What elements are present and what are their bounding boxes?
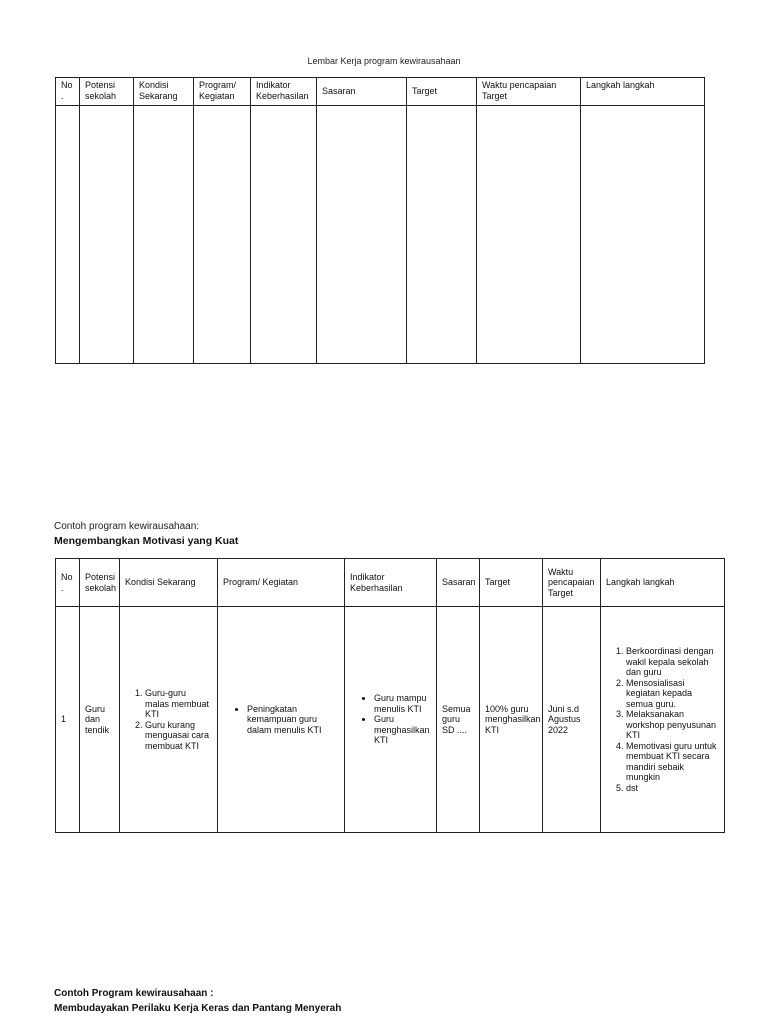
example-row [56,607,725,833]
cell-program [218,607,345,833]
header-langkah: Langkah langkah [601,559,725,607]
list-item: • Guru mampu menulis KTI [374,693,431,714]
indikator-list [350,693,431,746]
worksheet-title: Lembar Kerja program kewirausahaan [307,56,461,66]
header-no: No . [56,559,80,607]
empty-cell[interactable] [477,106,581,364]
empty-cell[interactable] [56,106,80,364]
header-potensi: Potensi sekolah [80,78,134,106]
header-kondisi: Kondisi Sekarang [120,559,218,607]
example1-heading: Mengembangkan Motivasi yang Kuat [54,535,239,547]
worksheet-header-row [56,78,705,106]
header-no: No . [56,78,80,106]
header-sasaran: Sasaran [317,78,407,106]
kondisi-list [125,688,212,751]
header-program: Program/ Kegiatan [218,559,345,607]
example1-caption: Contoh program kewirausahaan: [54,521,200,532]
header-target: Target [480,559,543,607]
program-list [223,704,339,736]
list-item: • Guru menghasilkan KTI [374,714,431,746]
empty-cell[interactable] [80,106,134,364]
header-waktu: Waktu pencapaian Target [543,559,601,607]
list-item: 2. Guru kurang menguasai cara membuat KTI [145,720,212,752]
header-sasaran: Sasaran [437,559,480,607]
header-program: Program/ Kegiatan [194,78,251,106]
header-kondisi: Kondisi Sekarang [134,78,194,106]
list-item: 1. Berkoordinasi dengan wakil kepala sekolah dan guru [626,646,719,678]
header-indikator: Indikator Keberhasilan [251,78,317,106]
empty-cell[interactable] [317,106,407,364]
list-item: 1. Guru-guru malas membuat KTI [145,688,212,720]
example-table [55,558,725,833]
cell-waktu: Juni s.d Agustus 2022 [543,607,601,833]
list-item: 5. dst [626,783,719,794]
worksheet-table [55,77,705,364]
list-item: 3. Melaksanakan workshop penyusunan KTI [626,709,719,741]
cell-sasaran: Semua guru SD .... [437,607,480,833]
cell-kondisi [120,607,218,833]
langkah-list [606,646,719,793]
empty-cell[interactable] [194,106,251,364]
example-header-row [56,559,725,607]
header-target: Target [407,78,477,106]
header-potensi: Potensi sekolah [80,559,120,607]
worksheet-empty-row [56,106,705,364]
example2-caption: Contoh Program kewirausahaan : [54,988,214,999]
empty-cell[interactable] [251,106,317,364]
header-waktu: Waktu pencapaian Target [477,78,581,106]
cell-langkah [601,607,725,833]
example2-heading: Membudayakan Perilaku Kerja Keras dan Pantang Menyerah [54,1003,342,1014]
cell-potensi: Guru dan tendik [80,607,120,833]
header-langkah: Langkah langkah [581,78,705,106]
cell-no: 1 [56,607,80,833]
cell-indikator [345,607,437,833]
list-item: • Peningkatan kemampuan guru dalam menulis KTI [247,704,339,736]
header-indikator: Indikator Keberhasilan [345,559,437,607]
empty-cell[interactable] [134,106,194,364]
list-item: 4. Memotivasi guru untuk membuat KTI secara mandiri sebaik mungkin [626,741,719,783]
list-item: 2. Mensosialisasi kegiatan kepada semua guru. [626,678,719,710]
cell-target: 100% guru menghasilkan KTI [480,607,543,833]
empty-cell[interactable] [407,106,477,364]
empty-cell[interactable] [581,106,705,364]
